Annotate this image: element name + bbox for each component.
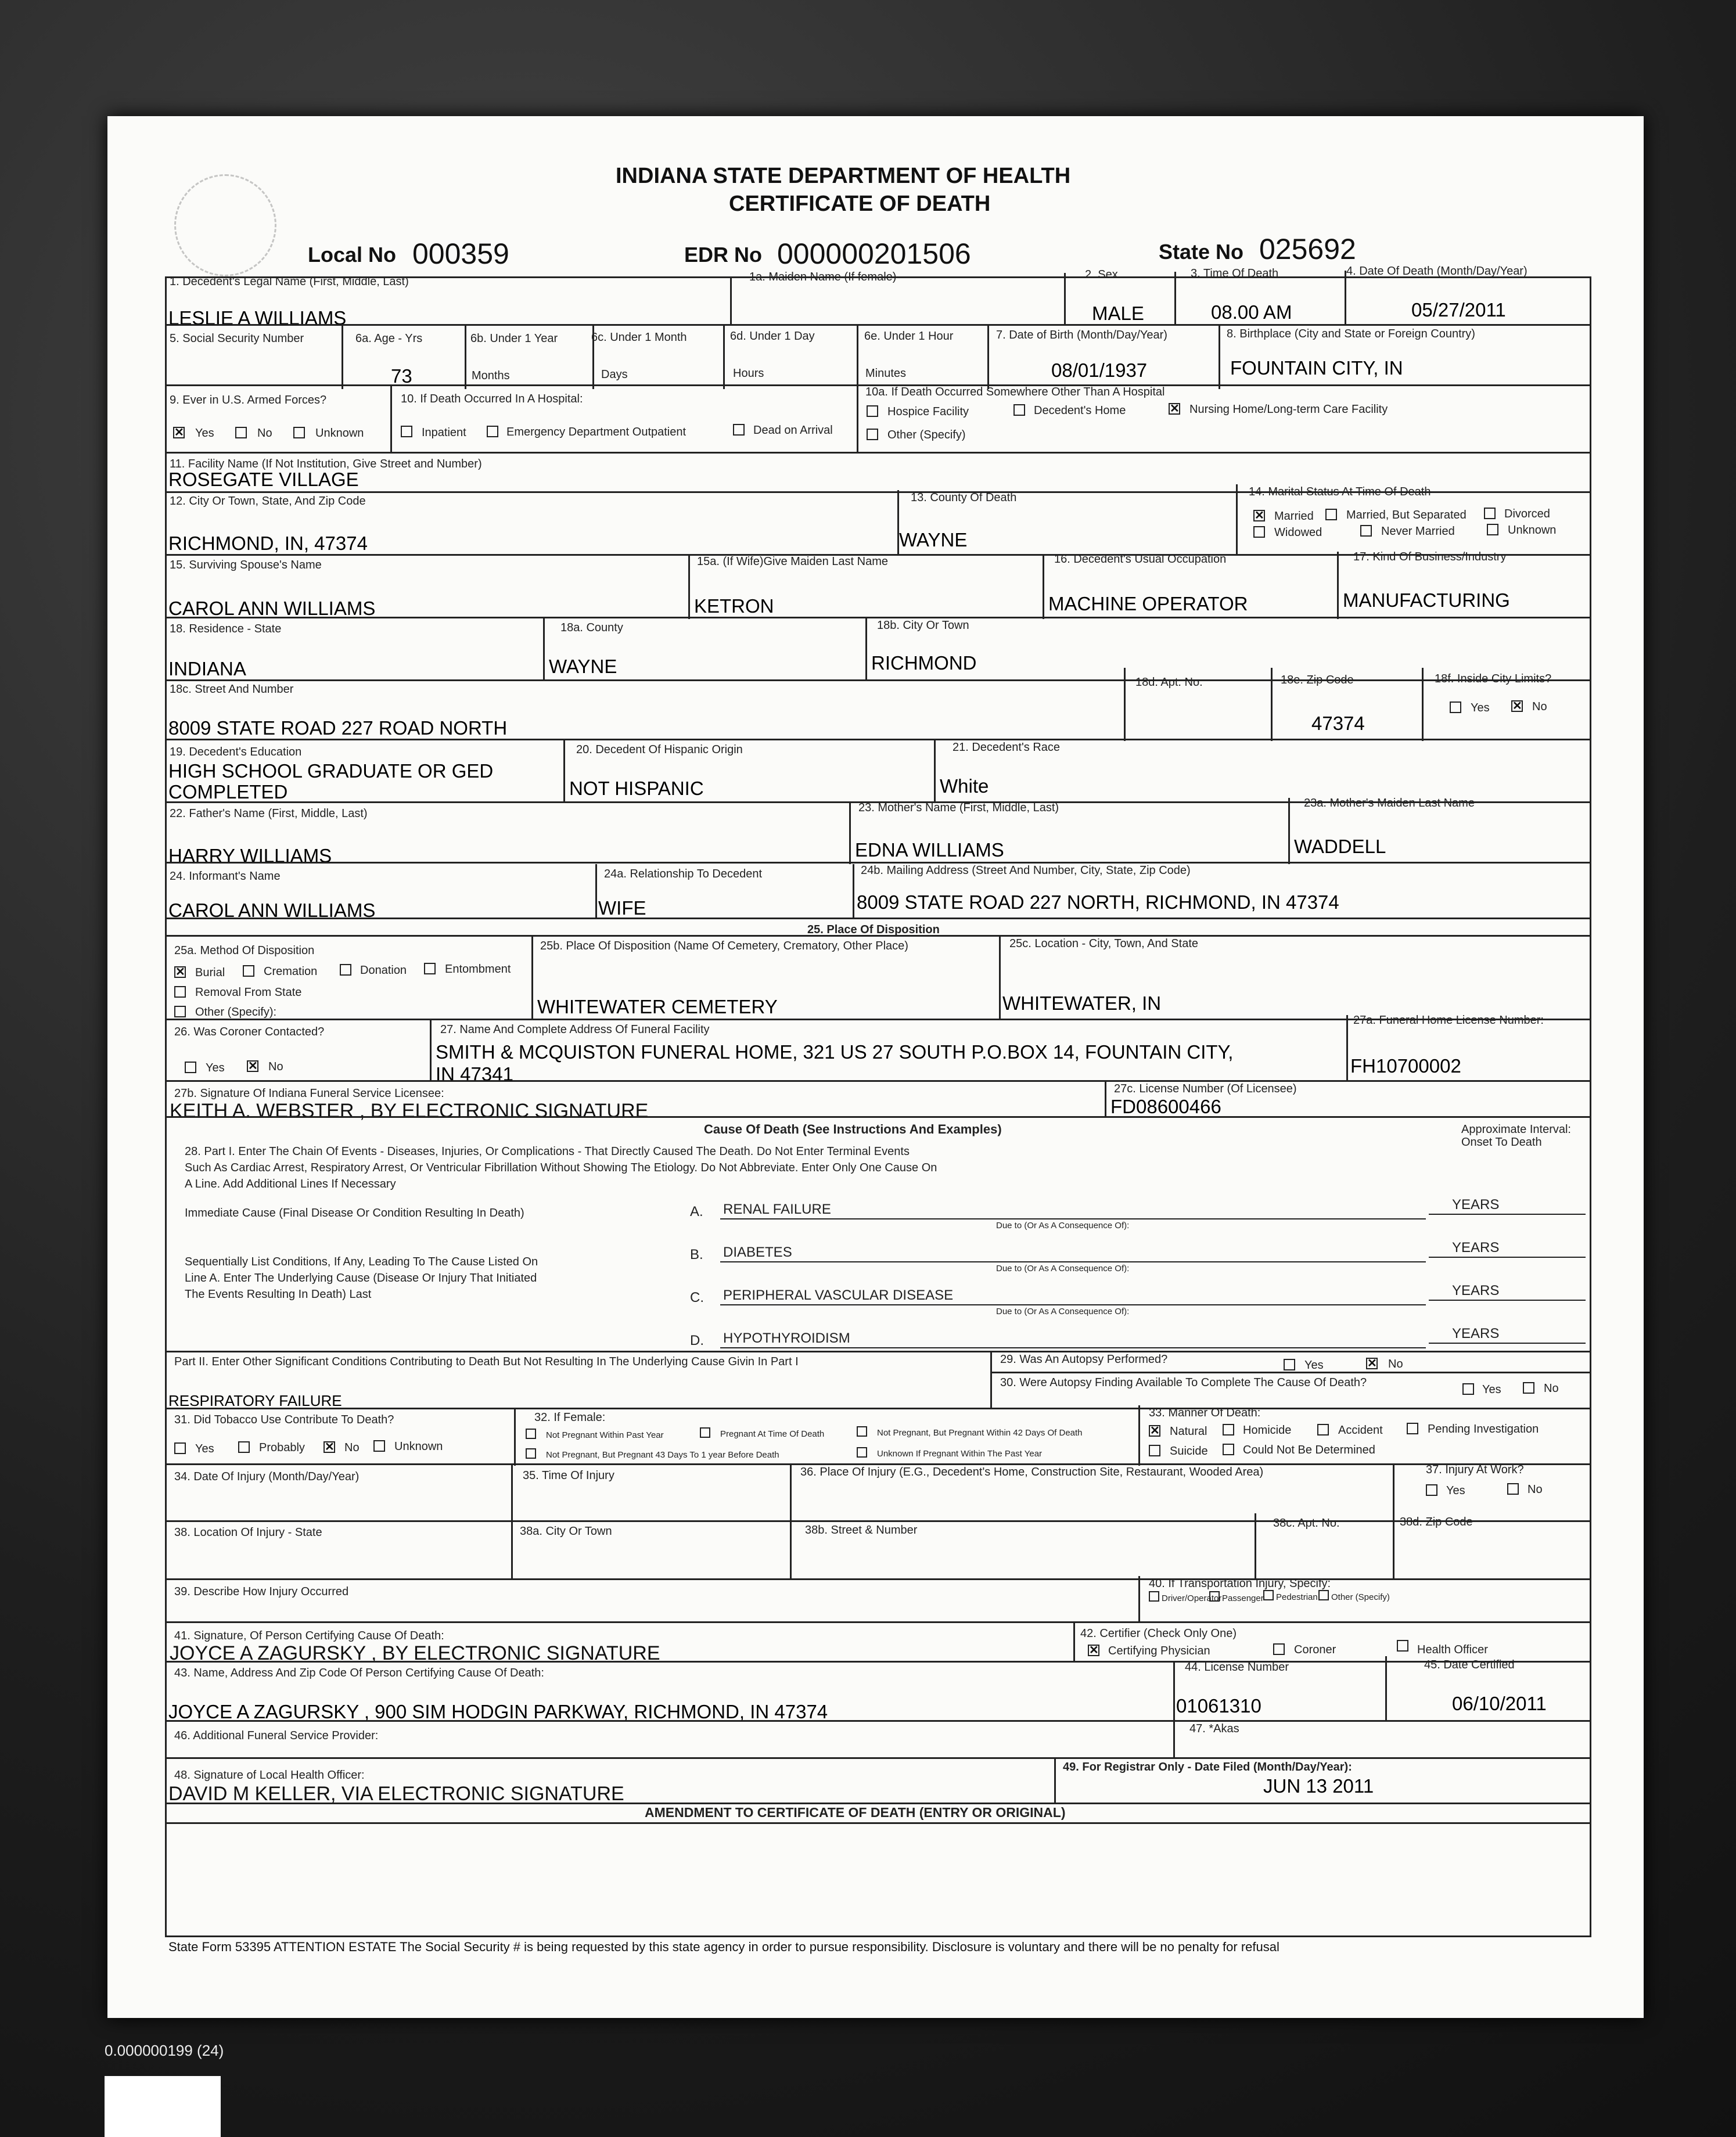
label-cemetery: 25b. Place Of Disposition (Name Of Cemetery, Crematory, Other Place): [540, 940, 908, 952]
years-d-label: YEARS: [1452, 1326, 1500, 1341]
line-b-marker: B.: [690, 1247, 703, 1262]
work-yes-checkbox[interactable]: [1426, 1484, 1437, 1496]
line-d-marker: D.: [690, 1333, 704, 1348]
certifier-health-checkbox[interactable]: [1397, 1640, 1408, 1652]
hispanic-value: NOT HISPANIC: [569, 778, 704, 799]
label-coroner: 26. Was Coroner Contacted?: [174, 1026, 325, 1038]
line-c-marker: C.: [690, 1290, 704, 1305]
label-race: 21. Decedent's Race: [953, 741, 1061, 754]
page-identifier: 0.000000199 (24): [105, 2042, 224, 2059]
res-state-value: INDIANA: [168, 658, 246, 679]
married-sep-checkbox[interactable]: [1325, 509, 1337, 520]
donation-label: Donation: [360, 964, 407, 977]
marital-unknown-label: Unknown: [1508, 524, 1557, 537]
label-education: 19. Decedent's Education: [170, 746, 302, 758]
home-label: Decedent's Home: [1034, 404, 1126, 417]
birthplace-value: FOUNTAIN CITY, IN: [1230, 357, 1403, 379]
label-health-officer: 48. Signature of Local Health Officer:: [174, 1769, 365, 1782]
years-b-label: YEARS: [1452, 1240, 1500, 1255]
spouse-value: CAROL ANN WILLIAMS: [168, 598, 376, 619]
label-sex: 2. Sex: [1085, 268, 1118, 281]
label-under-1-hour: 6e. Under 1 Hour: [864, 330, 954, 343]
manner-accident-checkbox[interactable]: [1317, 1424, 1329, 1436]
label-city-limits: 18f. Inside City Limits?: [1435, 672, 1552, 685]
label-city-zip: 12. City Or Town, State, And Zip Code: [170, 495, 366, 508]
tobacco-probably-label: Probably: [259, 1441, 305, 1454]
date-certified-value: 06/10/2011: [1452, 1693, 1547, 1714]
armed-no-label: No: [257, 427, 272, 440]
label-under-1-month: 6c. Under 1 Month: [591, 331, 687, 344]
county-value: WAYNE: [899, 529, 968, 551]
label-injury-place: 36. Place Of Injury (E.G., Decedent's Home, Construction Site, Restaurant, Wooded Area): [800, 1466, 1264, 1478]
health-officer-signature: DAVID M KELLER, VIA ELECTRONIC SIGNATURE: [168, 1783, 624, 1805]
label-maiden-name: 1a. Maiden Name (If female): [749, 271, 897, 283]
hospice-checkbox[interactable]: [867, 405, 878, 417]
part2-value: RESPIRATORY FAILURE: [168, 1392, 342, 1409]
line-a-marker: A.: [690, 1204, 703, 1219]
approx-interval-label: Approximate Interval: Onset To Death: [1461, 1123, 1571, 1149]
label-mother: 23. Mother's Name (First, Middle, Last): [858, 801, 1059, 814]
res-city-value: RICHMOND: [871, 652, 977, 674]
certifier-health-label: Health Officer: [1417, 1643, 1488, 1656]
label-female: 32. If Female:: [534, 1411, 606, 1424]
marital-unknown-checkbox[interactable]: [1487, 524, 1498, 535]
manner-suicide-checkbox[interactable]: [1149, 1445, 1160, 1456]
label-injury-date: 34. Date Of Injury (Month/Day/Year): [174, 1470, 360, 1483]
label-facility: 11. Facility Name (If Not Institution, Give Street and Number): [170, 458, 482, 470]
funeral-facility-line1: SMITH & MCQUISTON FUNERAL HOME, 321 US 27 SOUTH P.O.BOX 14, FOUNTAIN CITY,: [436, 1041, 1234, 1063]
label-hispanic: 20. Decedent Of Hispanic Origin: [576, 743, 743, 756]
manner-suicide-label: Suicide: [1170, 1445, 1208, 1458]
years-c-label: YEARS: [1452, 1283, 1500, 1298]
doa-checkbox[interactable]: [733, 424, 745, 436]
entombment-label: Entombment: [445, 963, 511, 976]
label-cem-location: 25c. Location - City, Town, And State: [1009, 937, 1198, 950]
label-industry: 17. Kind Of Business/Industry: [1353, 551, 1507, 563]
label-date-of-death: 4. Date Of Death (Month/Day/Year): [1346, 265, 1527, 278]
label-armed-forces: 9. Ever in U.S. Armed Forces?: [170, 394, 327, 406]
autopsy-yes-checkbox[interactable]: [1284, 1359, 1295, 1370]
part1-instruction-2: Such As Cardiac Arrest, Respiratory Arrest, Or Ventricular Fibrillation Without Showing The Etiology. Do Not Abbreviate. Enter Only One Cause On: [185, 1161, 937, 1174]
label-injury-time: 35. Time Of Injury: [523, 1469, 614, 1482]
mother-maiden-value: WADDELL: [1294, 836, 1386, 857]
manner-pending-label: Pending Investigation: [1428, 1423, 1539, 1436]
label-injury-city: 38a. City Or Town: [520, 1525, 612, 1538]
coroner-no-label: No: [268, 1060, 283, 1073]
years-a-label: YEARS: [1452, 1197, 1500, 1213]
fh-license-value: FH10700002: [1350, 1055, 1461, 1077]
sex-value: MALE: [1092, 303, 1144, 324]
label-injury-apt: 38c. Apt. No.: [1273, 1517, 1340, 1530]
other-disp-checkbox[interactable]: [174, 1006, 186, 1017]
transport-other-label: Other (Specify): [1331, 1592, 1390, 1602]
street-value: 8009 STATE ROAD 227 ROAD NORTH: [168, 717, 508, 739]
label-mother-maiden: 23a. Mother's Maiden Last Name: [1304, 797, 1475, 810]
label-informant: 24. Informant's Name: [170, 870, 281, 883]
findings-no-checkbox[interactable]: [1523, 1382, 1534, 1394]
occupation-value: MACHINE OPERATOR: [1048, 593, 1248, 614]
state-no-label: State No: [1159, 240, 1244, 264]
burial-checkbox[interactable]: ✕: [175, 966, 185, 978]
entombment-checkbox[interactable]: [424, 963, 436, 974]
female-3-label: Not Pregnant, But Pregnant Within 42 Days Of Death: [877, 1428, 1083, 1438]
city-limits-no-label: No: [1532, 700, 1547, 713]
days-label: Days: [601, 368, 628, 381]
edr-no-label: EDR No: [684, 243, 762, 267]
autopsy-no-label: No: [1388, 1358, 1403, 1370]
tobacco-yes-label: Yes: [195, 1442, 214, 1455]
er-checkbox[interactable]: [487, 426, 498, 437]
relationship-value: WIFE: [598, 897, 646, 919]
sequential-label-2: Line A. Enter The Underlying Cause (Disease Or Injury That Initiated: [185, 1272, 537, 1285]
cause-of-death-heading: Cause Of Death (See Instructions And Examples): [704, 1122, 1002, 1136]
findings-yes-label: Yes: [1482, 1383, 1501, 1396]
label-certifier-address: 43. Name, Address And Zip Code Of Person Certifying Cause Of Death:: [174, 1667, 544, 1679]
armed-yes-label: Yes: [195, 427, 214, 440]
certifier-address-value: JOYCE A ZAGURSKY , 900 SIM HODGIN PARKWAY, RICHMOND, IN 47374: [168, 1701, 828, 1722]
manner-undetermined-label: Could Not Be Determined: [1243, 1444, 1375, 1456]
work-no-label: No: [1527, 1483, 1543, 1496]
cause-b-value: DIABETES: [723, 1244, 792, 1260]
label-licensee: 27b. Signature Of Indiana Funeral Service Licensee:: [174, 1087, 444, 1100]
dob-value: 08/01/1937: [1051, 359, 1148, 381]
manner-accident-label: Accident: [1338, 1424, 1383, 1437]
widowed-checkbox[interactable]: [1253, 526, 1265, 538]
label-res-city: 18b. City Or Town: [877, 619, 969, 632]
label-license-number: 44. License Number: [1185, 1661, 1289, 1674]
donation-checkbox[interactable]: [340, 964, 351, 976]
certifier-coroner-checkbox[interactable]: [1273, 1643, 1285, 1655]
certifier-physician-label: Certifying Physician: [1108, 1645, 1210, 1657]
date-filed-value: JUN 13 2011: [1263, 1775, 1374, 1797]
immediate-cause-label: Immediate Cause (Final Disease Or Condition Resulting In Death): [185, 1207, 524, 1219]
manner-homicide-checkbox[interactable]: [1223, 1424, 1234, 1436]
spouse-maiden-value: KETRON: [694, 595, 774, 617]
amendment-heading: AMENDMENT TO CERTIFICATE OF DEATH (ENTRY OR ORIGINAL): [645, 1805, 1066, 1820]
label-fh-license: 27a. Funeral Home License Number:: [1353, 1014, 1544, 1027]
cause-a-value: RENAL FAILURE: [723, 1201, 831, 1217]
certifier-coroner-label: Coroner: [1294, 1643, 1336, 1656]
state-no: 025692: [1259, 233, 1356, 265]
transport-driver-label: Driver/Operator: [1162, 1593, 1222, 1603]
due-to-c-label: Due to (Or As A Consequence Of):: [996, 1307, 1130, 1316]
decedent-name: LESLIE A WILLIAMS: [168, 307, 347, 329]
nursing-label: Nursing Home/Long-term Care Facility: [1189, 403, 1388, 416]
female-1-checkbox[interactable]: [526, 1429, 536, 1439]
label-tobacco: 31. Did Tobacco Use Contribute To Death?: [174, 1413, 394, 1426]
label-legal-name: 1. Decedent's Legal Name (First, Middle, Last): [170, 275, 409, 288]
findings-no-label: No: [1544, 1382, 1559, 1395]
label-age: 6a. Age - Yrs: [355, 332, 423, 345]
certifier-physician-checkbox[interactable]: ✕: [1089, 1644, 1099, 1657]
work-yes-label: Yes: [1446, 1484, 1465, 1497]
label-licensee-no: 27c. License Number (Of Licensee): [1114, 1082, 1297, 1095]
label-county-of-death: 13. County Of Death: [911, 491, 1017, 504]
transport-pedestrian-checkbox[interactable]: [1263, 1590, 1274, 1600]
tobacco-probably-checkbox[interactable]: [238, 1441, 250, 1453]
license-number-value: 01061310: [1176, 1695, 1261, 1717]
coroner-yes-label: Yes: [206, 1062, 225, 1074]
other-place-checkbox[interactable]: [867, 429, 878, 440]
education-value-line2: COMPLETED: [168, 781, 288, 803]
label-other-place: 10a. If Death Occurred Somewhere Other Than A Hospital: [865, 386, 1165, 398]
tobacco-no-checkbox[interactable]: ✕: [325, 1441, 335, 1454]
label-injury-street: 38b. Street & Number: [805, 1524, 918, 1537]
female-2-label: Pregnant At Time Of Death: [720, 1429, 825, 1439]
label-zip: 18e. Zip Code: [1281, 674, 1354, 686]
city-limits-yes-checkbox[interactable]: [1450, 701, 1461, 713]
paper-corner: [105, 2076, 221, 2137]
cremation-label: Cremation: [264, 965, 318, 978]
label-additional-provider: 46. Additional Funeral Service Provider:: [174, 1729, 379, 1742]
time-of-death-value: 08.00 AM: [1211, 301, 1292, 323]
date-of-death-value: 05/27/2011: [1411, 299, 1506, 321]
mailing-value: 8009 STATE ROAD 227 NORTH, RICHMOND, IN 47374: [857, 891, 1339, 913]
certifier-signature: JOYCE A ZAGURSKY , BY ELECTRONIC SIGNATURE: [170, 1642, 660, 1664]
label-under-1-day: 6d. Under 1 Day: [730, 330, 815, 343]
transport-other-checkbox[interactable]: [1318, 1590, 1329, 1600]
married-label: Married: [1274, 510, 1314, 523]
armed-unknown-checkbox[interactable]: [293, 427, 305, 438]
never-married-label: Never Married: [1381, 525, 1455, 538]
findings-yes-checkbox[interactable]: [1462, 1383, 1474, 1395]
label-occupation: 16. Decedent's Usual Occupation: [1054, 553, 1227, 566]
er-label: Emergency Department Outpatient: [506, 426, 687, 438]
label-transport: 40. If Transportation Injury, Specify:: [1149, 1577, 1331, 1590]
label-injury-at-work: 37. Injury At Work?: [1426, 1463, 1524, 1476]
label-autopsy-findings: 30. Were Autopsy Finding Available To Complete The Cause Of Death?: [1000, 1376, 1367, 1389]
due-to-a-label: Due to (Or As A Consequence Of):: [996, 1221, 1130, 1231]
coroner-yes-checkbox[interactable]: [185, 1062, 196, 1073]
inpatient-checkbox[interactable]: [401, 426, 412, 437]
tobacco-unknown-label: Unknown: [394, 1440, 443, 1453]
minutes-label: Minutes: [865, 367, 907, 380]
label-time-of-death: 3. Time Of Death: [1191, 267, 1279, 280]
state-seal-icon: [174, 174, 276, 276]
armed-unknown-label: Unknown: [315, 427, 364, 440]
label-ssn: 5. Social Security Number: [170, 332, 304, 345]
label-hospital: 10. If Death Occurred In A Hospital:: [401, 393, 583, 405]
licensee-no-value: FD08600466: [1110, 1096, 1221, 1117]
label-father: 22. Father's Name (First, Middle, Last): [170, 807, 368, 820]
label-dob: 7. Date of Birth (Month/Day/Year): [996, 329, 1167, 341]
tobacco-no-label: No: [344, 1441, 360, 1454]
form-footer-note: State Form 53395 ATTENTION ESTATE The Social Security # is being requested by this state agency in order to pursue responsibility. Disclosure is voluntary and there will be no penalty for refusal: [168, 1940, 1279, 1954]
label-apt: 18d. Apt. No.: [1135, 676, 1203, 689]
label-birthplace: 8. Birthplace (City and State or Foreign Country): [1227, 328, 1475, 340]
female-4-label: Not Pregnant, But Pregnant 43 Days To 1 year Before Death: [546, 1450, 779, 1460]
label-under-1-year: 6b. Under 1 Year: [470, 332, 558, 345]
father-value: HARRY WILLIAMS: [168, 845, 332, 866]
nursing-checkbox[interactable]: ✕: [1170, 402, 1180, 415]
never-married-checkbox[interactable]: [1360, 525, 1372, 537]
cemetery-value: WHITEWATER CEMETERY: [537, 996, 778, 1017]
coroner-no-checkbox[interactable]: ✕: [248, 1060, 258, 1073]
tobacco-unknown-checkbox[interactable]: [373, 1440, 385, 1452]
female-5-label: Unknown If Pregnant Within The Past Year: [877, 1449, 1043, 1459]
res-county-value: WAYNE: [549, 656, 617, 677]
female-5-checkbox[interactable]: [857, 1447, 867, 1458]
informant-value: CAROL ANN WILLIAMS: [168, 900, 376, 921]
manner-homicide-label: Homicide: [1243, 1424, 1292, 1437]
local-no-label: Local No: [308, 243, 397, 267]
label-autopsy: 29. Was An Autopsy Performed?: [1000, 1353, 1168, 1366]
removal-label: Removal From State: [195, 986, 302, 999]
armed-yes-checkbox[interactable]: ✕: [174, 426, 184, 439]
doa-label: Dead on Arrival: [753, 424, 833, 437]
work-no-checkbox[interactable]: [1507, 1483, 1519, 1495]
city-limits-no-checkbox[interactable]: ✕: [1512, 700, 1522, 713]
months-label: Months: [472, 369, 510, 382]
widowed-label: Widowed: [1274, 526, 1322, 539]
label-marital: 14. Marital Status At Time Of Death: [1249, 485, 1431, 498]
divorced-checkbox[interactable]: [1484, 508, 1496, 519]
age-value: 73: [391, 365, 412, 387]
transport-passenger-checkbox[interactable]: [1209, 1591, 1220, 1602]
female-2-checkbox[interactable]: [700, 1427, 710, 1438]
zip-value: 47374: [1311, 713, 1365, 734]
hospice-label: Hospice Facility: [887, 405, 969, 418]
label-street: 18c. Street And Number: [170, 683, 294, 696]
label-res-state: 18. Residence - State: [170, 623, 282, 635]
part2-label: Part II. Enter Other Significant Conditions Contributing to Death But Not Resulting In The Underlying Cause Givin In Part I: [174, 1355, 799, 1368]
race-value: White: [940, 775, 989, 797]
label-spouse: 15. Surviving Spouse's Name: [170, 559, 322, 571]
licensee-signature: KEITH A. WEBSTER , BY ELECTRONIC SIGNATURE: [170, 1100, 649, 1122]
education-value-line1: HIGH SCHOOL GRADUATE OR GED: [168, 760, 494, 782]
hours-label: Hours: [733, 367, 764, 380]
other-place-label: Other (Specify): [887, 429, 966, 441]
transport-pedestrian-label: Pedestrian: [1276, 1592, 1318, 1602]
label-res-county: 18a. County: [560, 621, 623, 634]
married-checkbox[interactable]: ✕: [1255, 509, 1264, 522]
burial-label: Burial: [195, 966, 225, 979]
transport-passenger-label: Passenger: [1222, 1593, 1264, 1603]
female-3-checkbox[interactable]: [857, 1426, 867, 1437]
label-relationship: 24a. Relationship To Decedent: [604, 868, 763, 880]
industry-value: MANUFACTURING: [1343, 589, 1510, 611]
label-funeral-facility: 27. Name And Complete Address Of Funeral Facility: [440, 1023, 710, 1036]
label-injury-state: 38. Location Of Injury - State: [174, 1526, 322, 1539]
manner-undetermined-checkbox[interactable]: [1223, 1444, 1234, 1455]
city-limits-yes-label: Yes: [1471, 701, 1490, 714]
manner-natural-label: Natural: [1170, 1425, 1207, 1438]
city-zip-value: RICHMOND, IN, 47374: [168, 533, 368, 554]
transport-driver-checkbox[interactable]: [1149, 1591, 1159, 1602]
label-method: 25a. Method Of Disposition: [174, 944, 315, 957]
female-4-checkbox[interactable]: [526, 1448, 536, 1459]
removal-checkbox[interactable]: [174, 986, 186, 998]
label-injury-zip: 38d. Zip Code: [1400, 1516, 1473, 1528]
mother-value: EDNA WILLIAMS: [855, 839, 1004, 861]
divorced-label: Divorced: [1504, 508, 1550, 520]
funeral-facility-line2: IN 47341: [436, 1063, 513, 1085]
label-place-of-disposition: 25. Place Of Disposition: [807, 923, 940, 936]
label-date-filed: 49. For Registrar Only - Date Filed (Month/Day/Year):: [1063, 1761, 1352, 1773]
home-checkbox[interactable]: [1013, 404, 1025, 416]
autopsy-yes-label: Yes: [1304, 1359, 1324, 1372]
local-no: 000359: [412, 238, 509, 270]
part1-instruction-3: A Line. Add Additional Lines If Necessary: [185, 1178, 396, 1190]
label-manner: 33. Manner Of Death:: [1149, 1406, 1261, 1419]
manner-natural-checkbox[interactable]: ✕: [1150, 1424, 1160, 1437]
cem-location-value: WHITEWATER, IN: [1002, 992, 1162, 1014]
label-akas: 47. *Akas: [1189, 1722, 1239, 1735]
label-certifier-type: 42. Certifier (Check Only One): [1080, 1627, 1237, 1640]
department-title: INDIANA STATE DEPARTMENT OF HEALTH: [616, 164, 1071, 188]
due-to-b-label: Due to (Or As A Consequence Of):: [996, 1264, 1130, 1273]
female-1-label: Not Pregnant Within Past Year: [546, 1430, 664, 1440]
label-mailing: 24b. Mailing Address (Street And Number, City, State, Zip Code): [861, 864, 1191, 877]
tobacco-yes-checkbox[interactable]: [174, 1442, 186, 1454]
label-certifier-signature: 41. Signature, Of Person Certifying Cause Of Death:: [174, 1629, 444, 1642]
manner-pending-checkbox[interactable]: [1407, 1423, 1418, 1434]
married-sep-label: Married, But Separated: [1346, 509, 1467, 521]
autopsy-no-checkbox[interactable]: ✕: [1367, 1357, 1377, 1370]
cause-d-value: HYPOTHYROIDISM: [723, 1330, 850, 1346]
other-disp-label: Other (Specify):: [195, 1006, 277, 1019]
label-date-certified: 45. Date Certified: [1424, 1658, 1515, 1671]
sequential-label-3: The Events Resulting In Death) Last: [185, 1288, 372, 1301]
cause-c-value: PERIPHERAL VASCULAR DISEASE: [723, 1287, 954, 1303]
armed-no-checkbox[interactable]: [235, 427, 247, 438]
part1-instruction-1: 28. Part I. Enter The Chain Of Events - Diseases, Injuries, Or Complications - That Directly Caused The Death. Do Not Enter Terminal Events: [185, 1145, 910, 1158]
facility-value: ROSEGATE VILLAGE: [168, 469, 359, 490]
inpatient-label: Inpatient: [422, 426, 466, 439]
cremation-checkbox[interactable]: [243, 965, 254, 977]
sequential-label-1: Sequentially List Conditions, If Any, Leading To The Cause Listed On: [185, 1255, 538, 1268]
label-spouse-maiden: 15a. (If Wife)Give Maiden Last Name: [697, 555, 889, 568]
label-injury-how: 39. Describe How Injury Occurred: [174, 1585, 349, 1598]
edr-no: 000000201506: [777, 238, 971, 270]
certificate-title: CERTIFICATE OF DEATH: [729, 192, 991, 216]
